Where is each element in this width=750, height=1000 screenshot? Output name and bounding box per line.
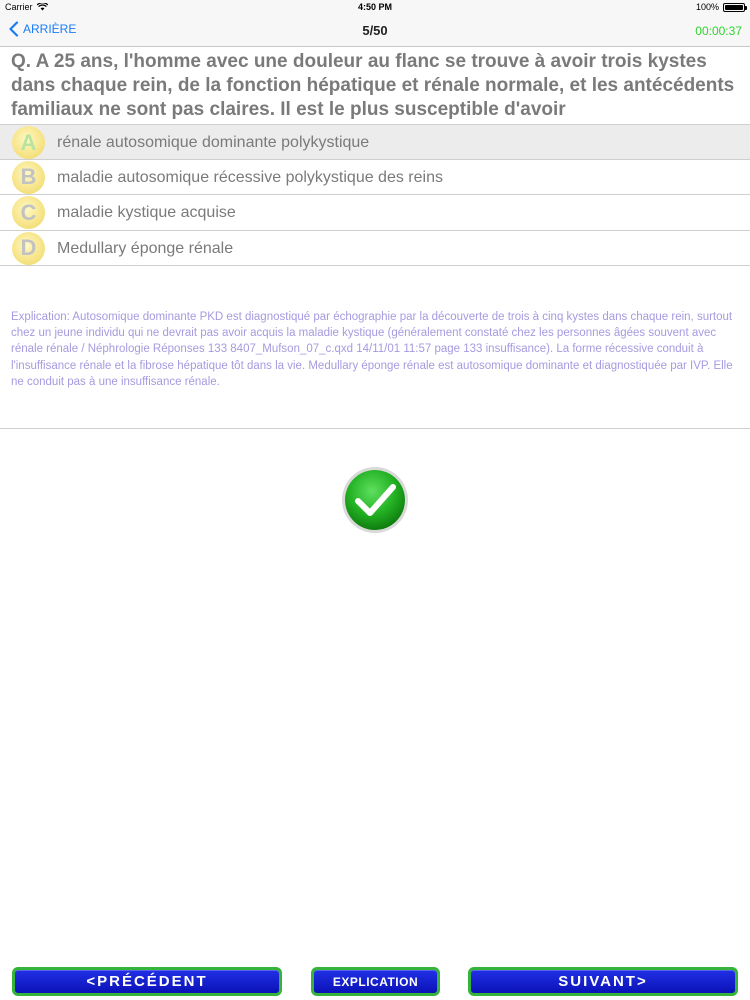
carrier-label: Carrier bbox=[5, 2, 33, 12]
answer-options bbox=[0, 124, 750, 266]
explanation-text: Explication: Autosomique dominante PKD est diagnostiqué par échographie par la découverte de trois à cinq kystes dans chaque rein, surtout chez un jeune individu qui ne devrait pas avoir acquis la maladie kystique (généralement constaté chez les personnes âgées souvent avec rénale rénale / Néphrologie Réponses 133 8407_Mufson_07_c.qxd 14/11/01 11:57 page 133 insuffisance). La forme récessive conduit à l'insuffisance rénale et la fibrose hépatique tôt dans la vie. Medullary éponge rénale est autosomique dominante et diagnostiquée par IVP. Elle ne conduit pas à une insuffisance rénale. bbox=[11, 311, 733, 388]
navigation-bar bbox=[0, 14, 750, 47]
checkmark-circle-icon bbox=[340, 465, 410, 535]
status-right bbox=[696, 2, 745, 12]
option-d-letter: D bbox=[12, 232, 45, 265]
status-time: 4:50 PM bbox=[357, 2, 392, 12]
option-b[interactable] bbox=[0, 160, 750, 196]
question-counter: 5/50 bbox=[362, 23, 388, 38]
status-bar bbox=[0, 0, 750, 14]
option-c-text: maladie kystique acquise bbox=[57, 204, 236, 221]
option-b-text: maladie autosomique récessive polykystique des reins bbox=[57, 168, 443, 186]
battery-percent: 100% bbox=[695, 2, 719, 12]
option-a[interactable] bbox=[0, 124, 750, 160]
option-d[interactable] bbox=[0, 231, 750, 267]
section-divider bbox=[0, 428, 750, 429]
option-d-text: Medullary éponge rénale bbox=[57, 239, 234, 257]
quiz-timer: 00:00:37 bbox=[695, 24, 742, 38]
question-text: Q. A 25 ans, l'homme avec une douleur au flanc se trouve à avoir trois kystes dans chaque rein, de la fonction hépatique et rénale normale, et les antécédents familiaux ne sont pas claires. Il est le plus susceptible d'avoir bbox=[11, 51, 735, 120]
next-button[interactable]: SUIVANT> bbox=[468, 967, 738, 996]
back-button-label: ARRIÈRE bbox=[23, 22, 77, 36]
explanation-button[interactable]: EXPLICATION bbox=[311, 967, 440, 996]
battery-icon bbox=[723, 3, 745, 12]
option-b-letter: B bbox=[12, 161, 45, 194]
option-c[interactable] bbox=[0, 195, 750, 231]
option-a-text: rénale autosomique dominante polykystique bbox=[57, 134, 370, 151]
previous-button[interactable]: <PRÉCÉDENT bbox=[12, 967, 282, 996]
option-a-letter: A bbox=[12, 126, 45, 159]
option-c-letter: C bbox=[12, 196, 45, 229]
